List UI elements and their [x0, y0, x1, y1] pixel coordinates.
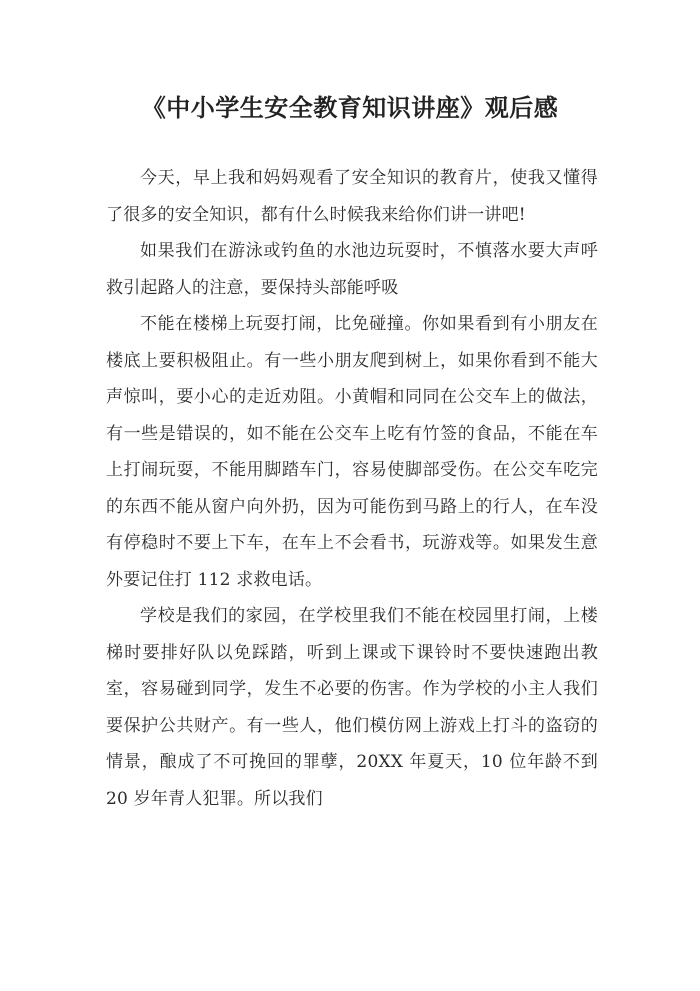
- paragraph-1: 今天，早上我和妈妈观看了安全知识的教育片，使我又懂得了很多的安全知识，都有什么时候我来给你们讲一讲吧!: [106, 168, 598, 225]
- document-title: 《中小学生安全教育知识讲座》观后感: [141, 94, 559, 122]
- paragraph-3: 不能在楼梯上玩耍打闹，比免碰撞。你如果看到有小朋友在楼底上要积极阻止。有一些小朋友爬到树上，如果你看到不能大声惊叫，要小心的走近劝阻。小黄帽和同同在公交车上的做法，有一些是错误的，如不能在公交车上吃有竹签的食品，不能在车上打闹玩耍，不能用脚踏车门，容易使脚部受伤。在公交车吃完的东西不能从窗户向外扔，因为可能伤到马路上的行人，在车没有停稳时不要上下车，在车上不会看书，玩游戏等。如果发生意外要记住打 112 求救电话。: [106, 314, 598, 590]
- paragraph-2: 如果我们在游泳或钓鱼的水池边玩耍时，不慎落水要大声呼救引起路人的注意，要保持头部能呼吸: [106, 241, 598, 298]
- document-body: [106, 160, 598, 817]
- paragraph-4: 学校是我们的家园，在学校里我们不能在校园里打闹，上楼梯时要排好队以免踩踏，听到上课或下课铃时不要快速跑出教室，容易碰到同学，发生不必要的伤害。作为学校的小主人我们要保护公共财产。有一些人，他们模仿网上游戏上打斗的盗窃的情景，酿成了不可挽回的罪孽，20XX 年夏天，10 位年龄不到 20 岁年青人犯罪。所以我们: [106, 606, 598, 809]
